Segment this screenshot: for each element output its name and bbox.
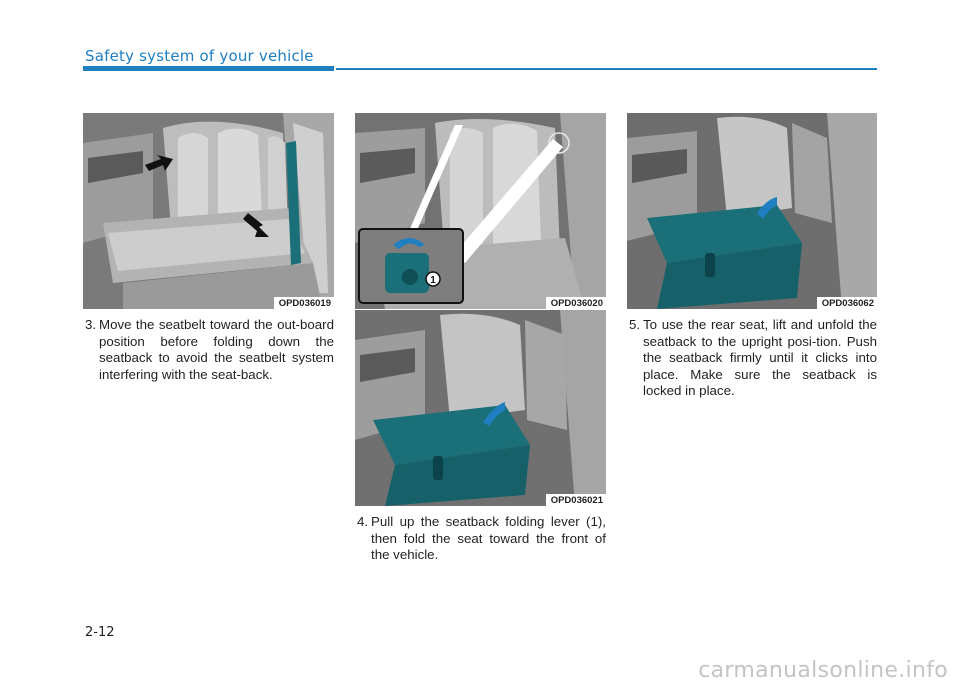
seat-lever-illustration (355, 113, 606, 309)
rear-seat-illustration (83, 113, 334, 309)
step-3 (85, 317, 334, 383)
callout-number: 1 (430, 275, 436, 286)
header-rule-thick (83, 66, 334, 71)
figure-seat-folded (355, 310, 606, 506)
step-text: Move the seatbelt toward the out-board position before folding down the seatback to avoid the seatbelt system interfering with the seat-back. (99, 317, 334, 382)
step-text: To use the rear seat, lift and unfold the seatback to the upright posi-tion. Push the seatback firmly until it clicks into place. Make sure the seatback is locked in place. (643, 317, 877, 399)
step-number: 4. (357, 514, 369, 529)
page-number: 2-12 (85, 625, 115, 640)
figure-code: OPD036020 (546, 297, 606, 309)
step-4 (357, 514, 606, 564)
step-5 (629, 317, 877, 400)
figure-seatbelt-outboard (83, 113, 334, 309)
watermark: carmanualsonline.info (698, 658, 948, 683)
section-title: Safety system of your vehicle (85, 47, 314, 65)
figure-seat-unfold (627, 113, 877, 309)
header-rule-thin (336, 68, 877, 70)
figure-code: OPD036062 (817, 297, 877, 309)
step-number: 5. (629, 317, 641, 332)
figure-code: OPD036021 (546, 494, 606, 506)
step-text: Pull up the seatback folding lever (1), then fold the seat toward the front of the vehicle. (371, 514, 606, 563)
figure-code: OPD036019 (274, 297, 334, 309)
step-number: 3. (85, 317, 97, 332)
unfold-seat-illustration (627, 113, 877, 309)
figure-folding-lever (355, 113, 606, 309)
folded-seat-illustration (355, 310, 606, 506)
